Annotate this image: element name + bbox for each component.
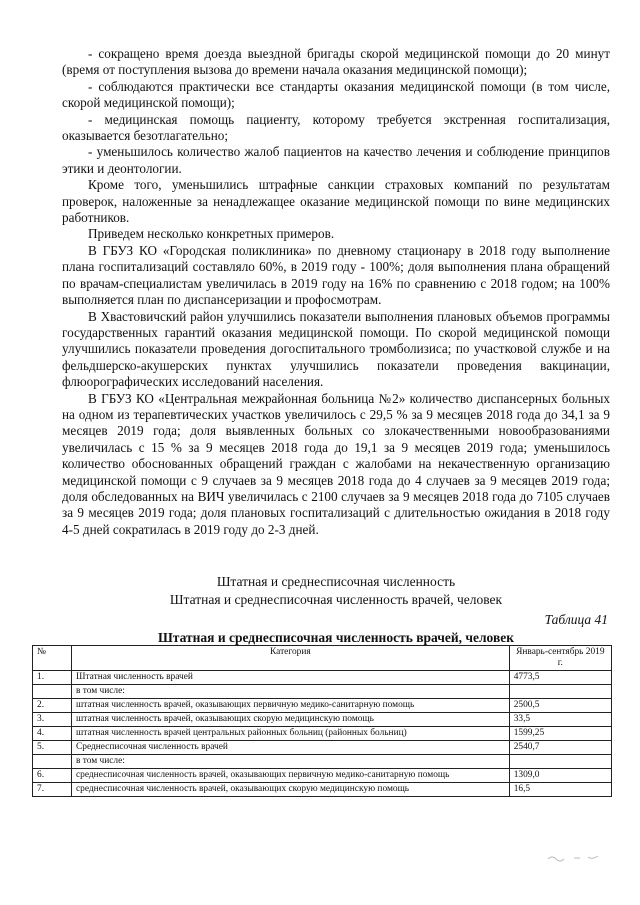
row-num: 6. [33,769,72,783]
table-row [33,671,612,685]
header-category: Категория [72,646,510,671]
table-title: Штатная и среднесписочная численность врачей, человек [157,630,515,645]
row-category: в том числе: [72,755,510,769]
row-num: 7. [33,783,72,797]
row-value: 4773,5 [509,671,611,685]
section-subtitle: Штатная и среднесписочная численность врачей, человек [169,592,503,607]
row-num: 4. [33,727,72,741]
row-category: среднесписочная численность врачей, оказывающих первичную медико-санитарную помощь [72,769,510,783]
table-row [33,783,612,797]
paragraph: Приведем несколько конкретных примеров. [88,226,335,242]
paragraph: - соблюдаются практически все стандарты оказания медицинской помощи (в том числе, скорой медицинской помощи); [62,78,610,111]
page-mark-icon [544,851,604,865]
table-number: Таблица 41 [544,612,608,627]
row-num: 3. [33,713,72,727]
row-num [33,685,72,699]
row-category: Штатная численность врачей [72,671,510,685]
row-category: Среднесписочная численность врачей [72,741,510,755]
row-category: штатная численность врачей центральных районных больниц (районных больниц) [72,727,510,741]
table-row [33,727,612,741]
paragraph: - сокращено время доезда выездной бригады скорой медицинской помощи до 20 минут (время от поступления вызова до времени начала оказания медицинской помощи); [62,46,610,78]
table-row [33,685,612,699]
table-row [33,699,612,713]
row-value: 2540,7 [509,741,611,755]
row-value: 1309,0 [509,769,611,783]
row-value [509,685,611,699]
row-category: среднесписочная численность врачей, оказывающих скорую медицинскую помощь [72,783,510,797]
paragraph: В ГБУЗ КО «Городская поликлиника» по дневному стационару в 2018 году выполнение плана госпитализаций составляло 60%, в 2019 году - 100%; доля выполнения плана обращений по врачам-специалистам увеличилась в 2019 году на 16% по сравнению с 2018 годом; на 100% выполняется план по диспансеризации и профосмотрам. [62,242,610,308]
row-num: 5. [33,741,72,755]
paragraph: - медицинская помощь пациенту, которому требуется экстренная госпитализация, оказывается безотлагательно; [62,111,610,144]
row-value: 2500,5 [509,699,611,713]
row-category: в том числе: [72,685,510,699]
row-category: штатная численность врачей, оказывающих первичную медико-санитарную помощь [72,699,510,713]
row-value: 16,5 [509,783,611,797]
table-row [33,755,612,769]
row-num: 2. [33,699,72,713]
body-text [62,46,610,538]
table-header-row [33,646,612,671]
row-category: штатная численность врачей, оказывающих скорую медицинскую помощь [72,713,510,727]
table-row [33,769,612,783]
row-value: 33,5 [509,713,611,727]
header-num: № [33,646,72,671]
header-period: Январь-сентябрь 2019 г. [509,646,611,671]
paragraph: В Хвастовичский район улучшились показатели выполнения плановых объемов программы государственных гарантий оказания медицинской помощи. По скорой медицинской помощи улучшились показатели проведения догоспитального тромболизиса; по участковой службе и на фельдшерско-акушерских пунктах улучшились показатели проведения вакцинации, флюорографических исследований населения. [62,308,610,390]
staff-table [32,645,612,797]
row-value [509,755,611,769]
row-value: 1599,25 [509,727,611,741]
paragraph: - уменьшилось количество жалоб пациентов на качество лечения и соблюдение принципов этики и деонтологии. [62,144,610,176]
row-num [33,755,72,769]
table-row [33,741,612,755]
paragraph: Кроме того, уменьшились штрафные санкции страховых компаний по результатам проверок, наложенные за ненадлежащее оказание медицинской помощи по вине медицинских работников. [62,177,610,226]
table-row [33,713,612,727]
section-title: Штатная и среднесписочная численность [216,574,456,589]
row-num: 1. [33,671,72,685]
paragraph: В ГБУЗ КО «Центральная межрайонная больница №2» количество диспансерных больных на одном из терапевтических участков увеличилось с 29,5 % за 9 месяцев 2018 года до 34,1 за 9 месяцев 2019 года; доля выявленных больных со злокачественными новообразованиями увеличилась с 15 % за 9 месяцев 2018 года до 19,1 за 9 месяцев 2019 года; уменьшилось количество обоснованных обращений граждан с жалобами на некачественную организацию медицинской помощи с 9 случаев за 9 месяцев 2018 года до 4 случаев за 9 месяцев 2019 года; доля обследованных на ВИЧ увеличилась с 2100 случаев за 9 месяцев 2018 года до 7105 случаев за 9 месяцев 2019 года; доля плановых госпитализаций с длительностью ожидания в 2018 году 4-5 дней сократилась в 2019 году до 2-3 дней. [62,390,610,537]
